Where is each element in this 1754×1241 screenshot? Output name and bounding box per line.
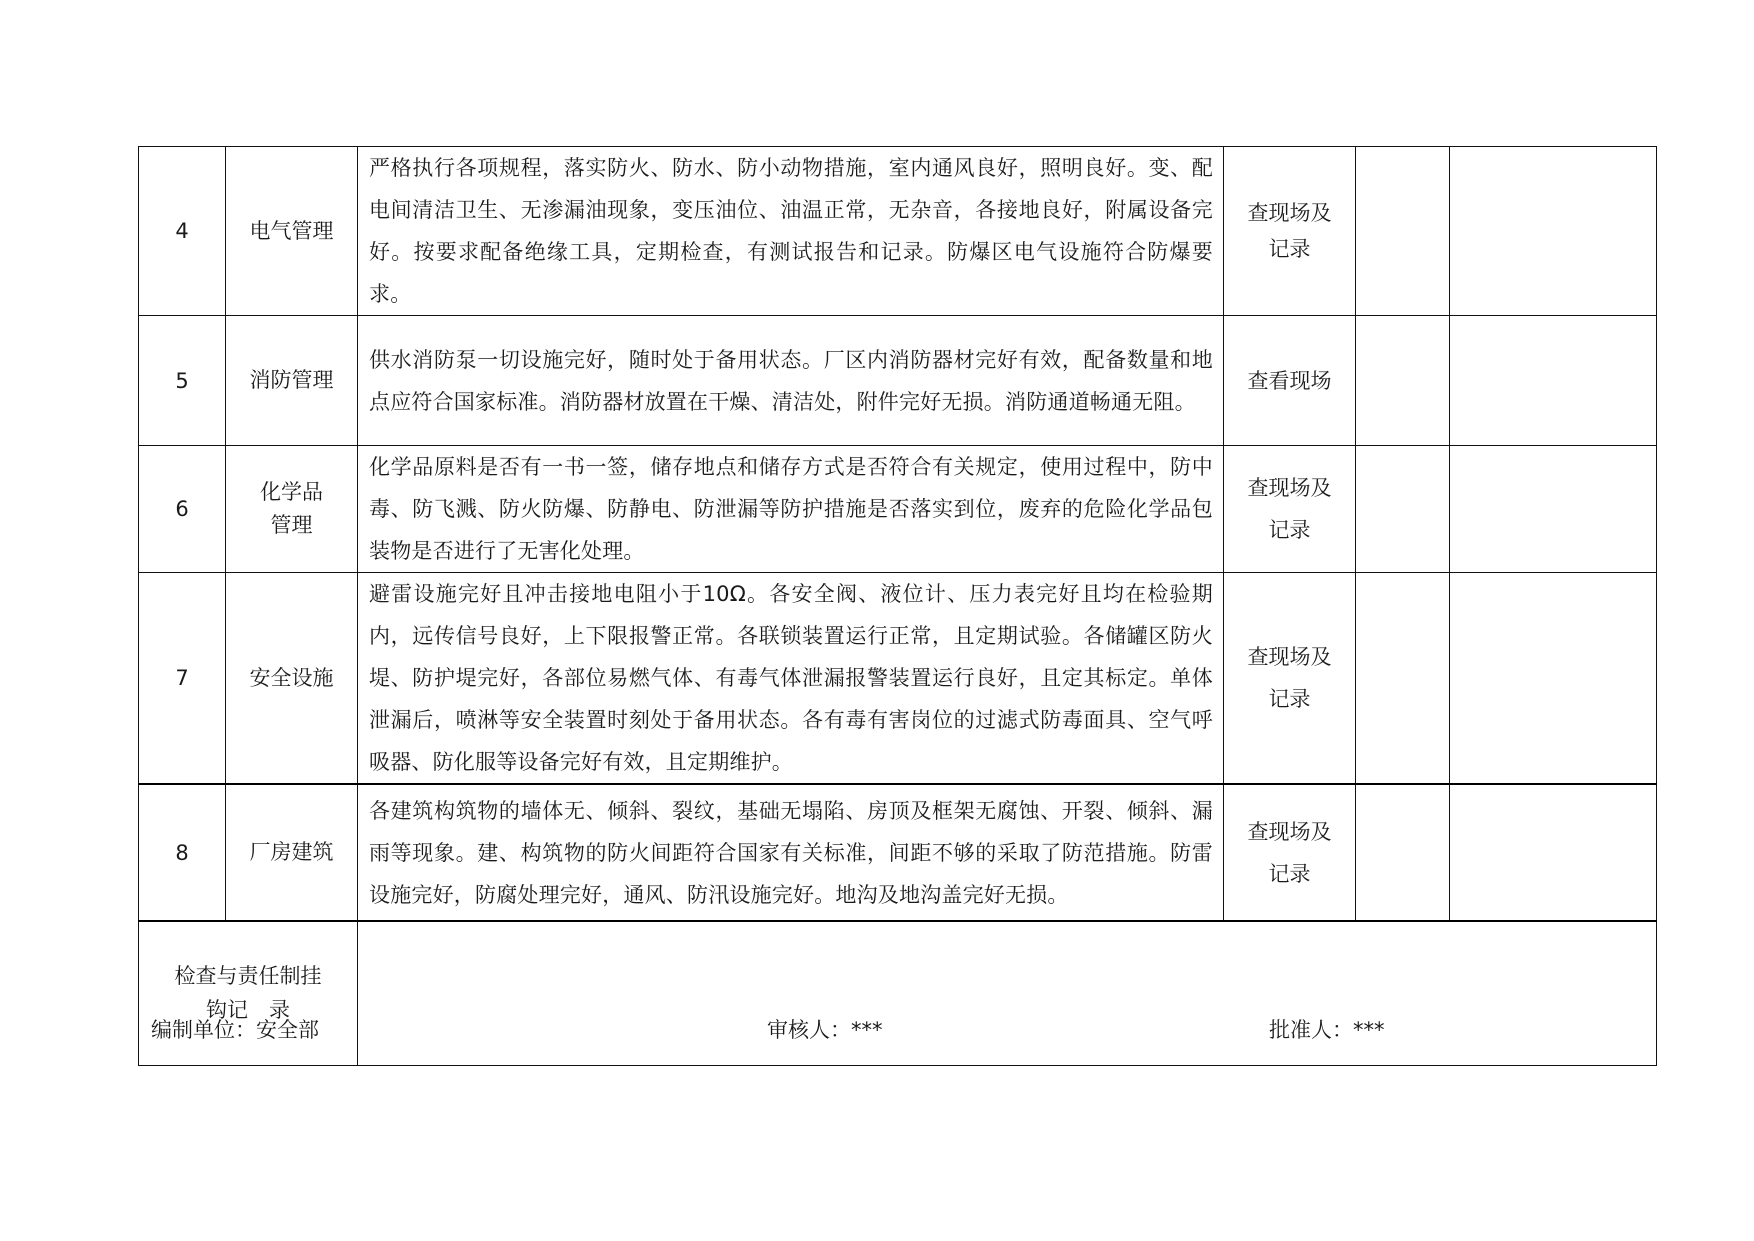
inspection-method [1224,316,1356,446]
table-row [139,784,1657,921]
approver: 批准人：*** [1269,1018,1385,1042]
remark-cell[interactable] [1450,573,1657,785]
table-row [139,573,1657,785]
inspection-method [1224,446,1356,573]
result-cell[interactable] [1356,446,1450,573]
inspection-method [1224,147,1356,316]
inspection-content: 避雷设施完好且冲击接地电阻小于10Ω。各安全阀、液位计、压力表完好且均在检验期内，远传信号良好，上下限报警正常。各联锁装置运行正常，且定期试验。各储罐区防火堤、防护堤完好，各部位易燃气体、有毒气体泄漏报警装置运行良好，且定其标定。单体泄漏后，喷淋等安全装置时刻处于备用状态。各有毒有害岗位的过滤式防毒面具、空气呼吸器、防化服等设备完好有效，且定期维护。 [358,573,1224,785]
inspection-item: 电气管理 [226,147,358,316]
inspection-content: 各建筑构筑物的墙体无、倾斜、裂纹，基础无塌陷、房顶及框架无腐蚀、开裂、倾斜、漏雨等现象。建、构筑物的防火间距符合国家有关标准，间距不够的采取了防范措施。防雷设施完好，防腐处理完好，通风、防汛设施完好。地沟及地沟盖完好无损。 [358,784,1224,921]
row-number: 8 [139,784,226,921]
row-number: 5 [139,316,226,446]
result-cell[interactable] [1356,573,1450,785]
inspection-item: 安全设施 [226,573,358,785]
reviewer: 审核人：*** [767,1018,883,1042]
method-text: 查现场及记录 [1247,201,1332,261]
table-row [139,316,1657,446]
table-row [139,147,1657,316]
method-text: 查现场及记录 [1247,476,1332,542]
remark-cell[interactable] [1450,147,1657,316]
inspection-content: 供水消防泵一切设施完好，随时处于备用状态。厂区内消防器材完好有效，配备数量和地点应符合国家标准。消防器材放置在干燥、清洁处，附件完好无损。消防通道畅通无阻。 [358,316,1224,446]
compiling-unit: 编制单位：安全部 [151,1018,319,1042]
row-number: 7 [139,573,226,785]
row-number: 6 [139,446,226,573]
inspection-content: 化学品原料是否有一书一签，储存地点和储存方式是否符合有关规定，使用过程中，防中毒、防飞溅、防火防爆、防静电、防泄漏等防护措施是否落实到位，废弃的危险化学品包装物是否进行了无害化处理。 [358,446,1224,573]
record-row [139,921,1657,1065]
row-number: 4 [139,147,226,316]
remark-cell[interactable] [1450,784,1657,921]
inspection-method [1224,573,1356,785]
remark-cell[interactable] [1450,316,1657,446]
inspection-item [226,446,358,573]
inspection-table [138,146,1657,1066]
inspection-content: 严格执行各项规程，落实防火、防水、防小动物措施，室内通风良好，照明良好。变、配电间清洁卫生、无渗漏油现象，变压油位、油温正常，无杂音，各接地良好，附属设备完好。按要求配备绝缘工具，定期检查，有测试报告和记录。防爆区电气设施符合防爆要求。 [358,147,1224,316]
record-label: 检查与责任制挂钩记 录 [174,964,322,1023]
remark-cell[interactable] [1450,446,1657,573]
result-cell[interactable] [1356,784,1450,921]
record-value[interactable] [358,921,1657,1065]
inspection-item: 厂房建筑 [226,784,358,921]
result-cell[interactable] [1356,316,1450,446]
result-cell[interactable] [1356,147,1450,316]
method-text: 查现场及记录 [1247,819,1332,886]
inspection-method [1224,784,1356,921]
inspection-item: 消防管理 [226,316,358,446]
method-text: 查看现场 [1247,368,1332,393]
item-text: 化学品管理 [260,480,323,537]
table-row [139,446,1657,573]
method-text: 查现场及记录 [1247,645,1332,711]
